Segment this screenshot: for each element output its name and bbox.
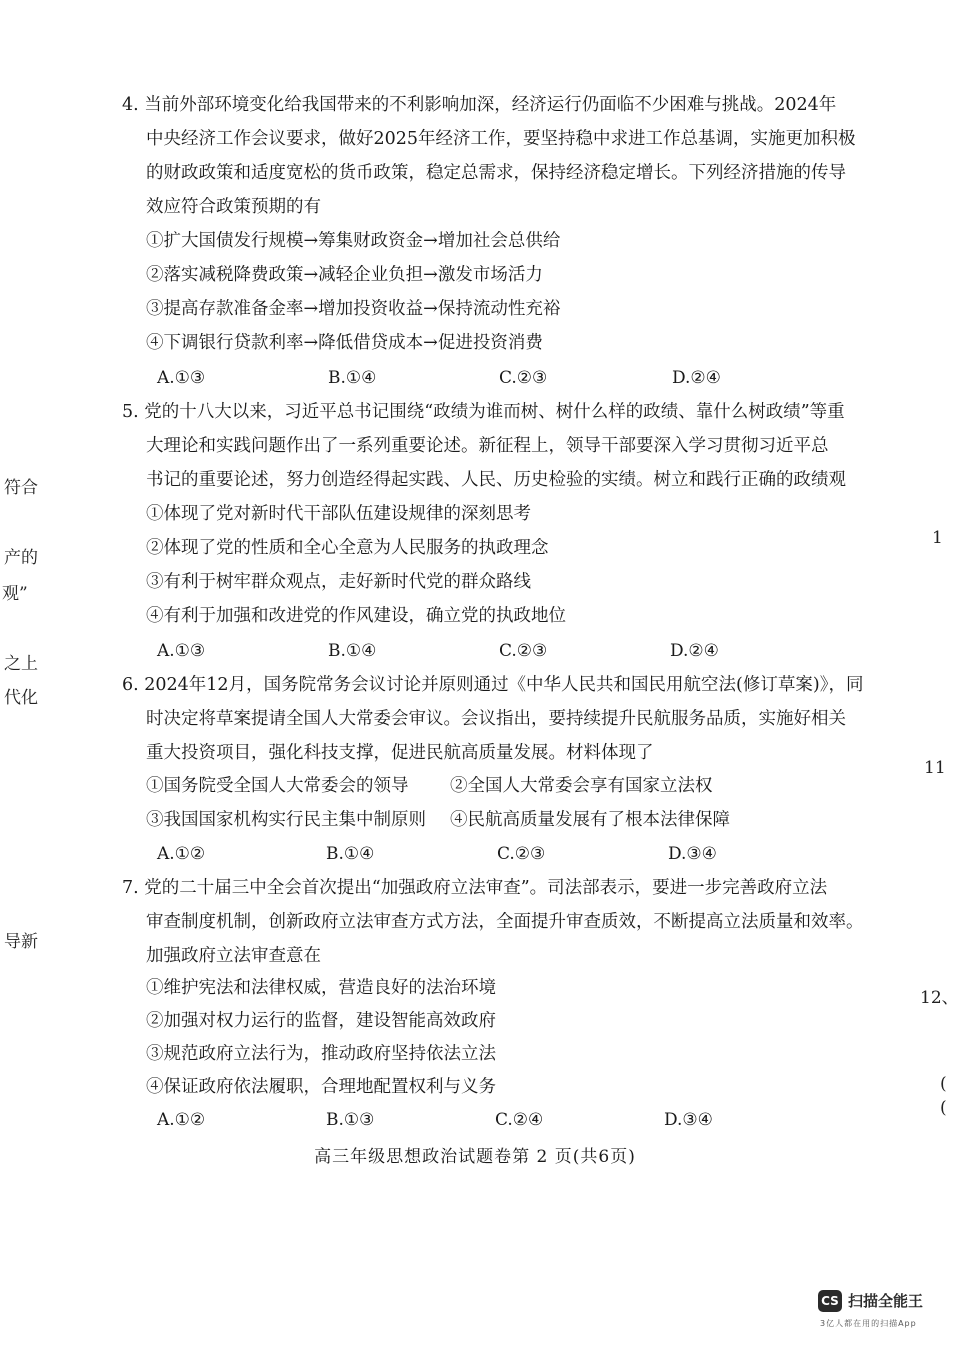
question-stem-line: 中央经济工作会议要求，做好2025年经济工作，要坚持稳中求进工作总基调，实施更加积极 [146, 129, 856, 149]
question-4-choice-b: B.①④ [328, 368, 377, 388]
left-margin-fragment: 产的 [4, 548, 38, 568]
question-7-option-2: ②加强对权力运行的监督，建设智能高效政府 [146, 1011, 496, 1031]
question-4-option-4: ④下调银行贷款利率→降低借贷成本→促进投资消费 [146, 333, 543, 353]
question-6-option-3: ③我国国家机构实行民主集中制原则 [146, 810, 426, 830]
question-5-option-4: ④有利于加强和改进党的作风建设，确立党的执政地位 [146, 606, 566, 626]
question-7-stem [122, 871, 864, 973]
question-6-stem [122, 668, 864, 770]
question-7-choice-b: B.①③ [326, 1110, 375, 1130]
right-margin-fragment: 11 [924, 758, 946, 778]
question-stem-line: 重大投资项目，强化科技支撑，促进民航高质量发展。材料体现了 [146, 743, 654, 763]
question-stem-line: 审查制度机制，创新政府立法审查方式方法，全面提升审查质效，不断提高立法质量和效率。 [146, 912, 864, 932]
question-stem-line: 4. 当前外部环境变化给我国带来的不利影响加深，经济运行仍面临不少困难与挑战。2024年 [122, 95, 837, 115]
question-5-choice-c: C.②③ [499, 641, 548, 661]
question-4-choice-a: A.①③ [157, 368, 206, 388]
question-7-choice-a: A.①② [157, 1110, 206, 1130]
left-margin-fragment: 导新 [4, 932, 38, 952]
question-stem-line: 7. 党的二十届三中全会首次提出“加强政府立法审查”。司法部表示，要进一步完善政府立法 [122, 878, 828, 898]
question-6-option-4: ④民航高质量发展有了根本法律保障 [450, 810, 730, 830]
question-6-choice-b: B.①④ [326, 844, 375, 864]
question-6-option-2: ②全国人大常委会享有国家立法权 [450, 776, 713, 796]
question-4-stem [122, 88, 856, 224]
question-5-choice-b: B.①④ [328, 641, 377, 661]
right-margin-fragment: 1 [932, 528, 943, 548]
question-stem-line: 时决定将草案提请全国人大常委会审议。会议指出，要持续提升民航服务品质，实施好相关 [146, 709, 846, 729]
page-footer: 高三年级思想政治试题卷第 2 页(共6页) [314, 1147, 636, 1167]
question-5-choice-d: D.②④ [670, 641, 719, 661]
question-stem-line: 加强政府立法审查意在 [146, 946, 321, 966]
question-4-option-1: ①扩大国债发行规模→筹集财政资金→增加社会总供给 [146, 231, 561, 251]
left-margin-fragment: 代化 [4, 688, 38, 708]
question-4-choice-d: D.②④ [672, 368, 721, 388]
question-6-choice-d: D.③④ [668, 844, 717, 864]
question-7-option-4: ④保证政府依法履职，合理地配置权利与义务 [146, 1077, 496, 1097]
right-margin-fragment: ( [940, 1074, 947, 1094]
question-5-option-2: ②体现了党的性质和全心全意为人民服务的执政理念 [146, 538, 549, 558]
watermark-app-name: 扫描全能王 [848, 1292, 924, 1310]
question-7-choice-d: D.③④ [664, 1110, 713, 1130]
question-7-choice-c: C.②④ [495, 1110, 544, 1130]
question-stem-line: 书记的重要论述，努力创造经得起实践、人民、历史检验的实绩。树立和践行正确的政绩观 [146, 470, 846, 490]
question-5-option-3: ③有利于树牢群众观点，走好新时代党的群众路线 [146, 572, 531, 592]
question-5-choice-a: A.①③ [157, 641, 206, 661]
question-6-option-1: ①国务院受全国人大常委会的领导 [146, 776, 409, 796]
question-stem-line: 5. 党的十八大以来，习近平总书记围绕“政绩为谁而树、树什么样的政绩、靠什么树政绩”等重 [122, 402, 845, 422]
question-5-option-1: ①体现了党对新时代干部队伍建设规律的深刻思考 [146, 504, 531, 524]
scanner-watermark [818, 1288, 943, 1336]
right-margin-fragment: ( [940, 1098, 947, 1118]
question-5-stem [122, 395, 852, 497]
question-6-choice-a: A.①② [157, 844, 206, 864]
left-margin-fragment: 观” [2, 584, 28, 604]
question-7-option-3: ③规范政府立法行为，推动政府坚持依法立法 [146, 1044, 496, 1064]
question-4-option-2: ②落实减税降费政策→减轻企业负担→激发市场活力 [146, 265, 543, 285]
question-stem-line: 大理论和实践问题作出了一系列重要论述。新征程上，领导干部要深入学习贯彻习近平总 [146, 436, 829, 456]
left-margin-fragment: 之上 [4, 654, 38, 674]
question-stem-line: 的财政政策和适度宽松的货币政策，稳定总需求，保持经济稳定增长。下列经济措施的传导 [146, 163, 846, 183]
question-6-choice-c: C.②③ [497, 844, 546, 864]
question-4-option-3: ③提高存款准备金率→增加投资收益→保持流动性充裕 [146, 299, 561, 319]
question-stem-line: 6. 2024年12月，国务院常务会议讨论并原则通过《中华人民共和国民用航空法(修订草案)》，同 [122, 675, 864, 695]
question-7-option-1: ①维护宪法和法律权威，营造良好的法治环境 [146, 978, 496, 998]
question-4-choice-c: C.②③ [499, 368, 548, 388]
watermark-tagline: 3亿人都在用的扫描App [820, 1319, 917, 1328]
camscanner-logo-icon: CS [818, 1290, 842, 1312]
left-margin-fragment: 符合 [4, 478, 38, 498]
question-stem-line: 效应符合政策预期的有 [146, 197, 321, 217]
right-margin-fragment: 12、 [920, 988, 959, 1008]
